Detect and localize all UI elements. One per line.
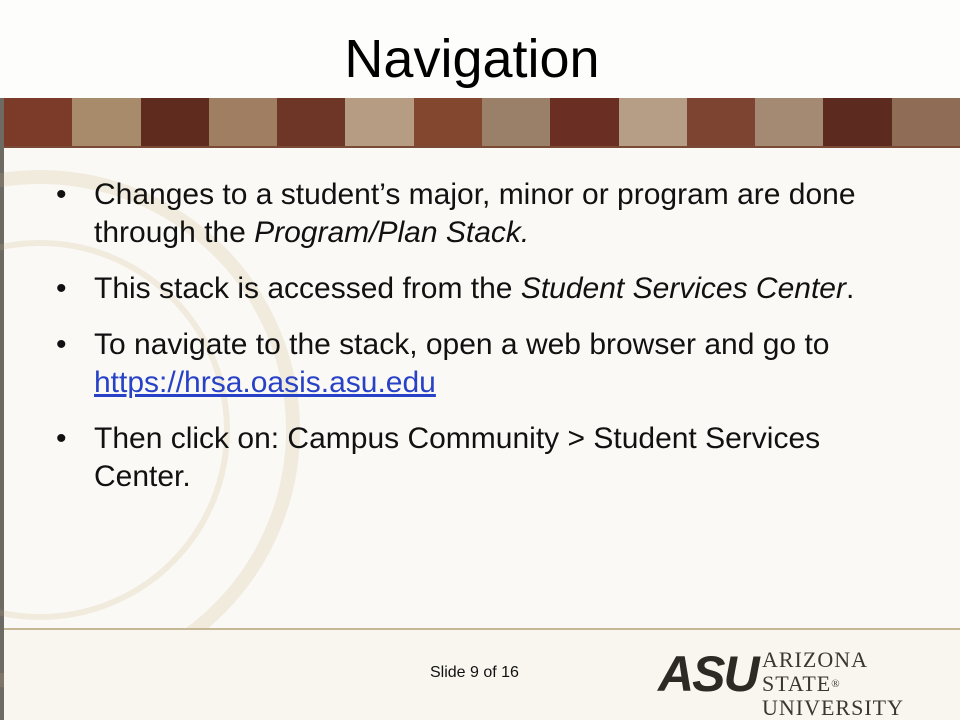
bullet-text: Changes to a student’s major, minor or program are done through the <box>94 178 856 249</box>
trademark-symbol: ® <box>831 678 841 690</box>
bullet-item <box>56 270 906 308</box>
photo-tile <box>619 98 687 146</box>
photo-tile <box>141 98 209 146</box>
strip-divider <box>4 146 960 148</box>
bullet-item <box>56 326 906 402</box>
photo-tile <box>892 98 960 146</box>
photo-tile <box>345 98 413 146</box>
bullet-italic-text: Student Services Center <box>520 272 846 305</box>
photo-tile <box>4 98 72 146</box>
bullet-text: To navigate to the stack, open a web browser and go to <box>94 328 830 361</box>
oasis-link[interactable]: https://hrsa.oasis.asu.edu <box>94 366 436 399</box>
bullet-item <box>56 420 906 496</box>
bullet-dot: • <box>56 328 67 361</box>
bullet-text: Then click on: Campus Community > Student Services Center. <box>94 422 821 493</box>
bullet-item <box>56 176 906 252</box>
bullet-text: This stack is accessed from the <box>94 272 521 305</box>
campus-photo-strip <box>4 98 960 146</box>
slide-number: Slide 9 of 16 <box>430 664 519 681</box>
photo-tile <box>550 98 618 146</box>
asu-logo <box>658 646 948 720</box>
bullet-dot: • <box>56 422 67 455</box>
slide-title: Navigation <box>344 29 600 89</box>
logo-line-2: UNIVERSITY <box>762 695 904 720</box>
photo-tile <box>687 98 755 146</box>
bullet-text-end: . <box>845 272 855 305</box>
photo-tile <box>209 98 277 146</box>
logo-line-1 <box>762 648 948 696</box>
logo-line-1-text: ARIZONA STATE <box>762 647 867 696</box>
photo-tile <box>72 98 140 146</box>
bullet-list <box>56 176 906 514</box>
photo-tile <box>277 98 345 146</box>
asu-logo-wordmark <box>762 648 948 720</box>
photo-tile <box>823 98 891 146</box>
photo-tile <box>755 98 823 146</box>
title-area <box>0 0 960 98</box>
asu-logo-mark: ASU <box>658 646 758 702</box>
bullet-italic-text: Program/Plan Stack. <box>254 216 530 249</box>
bullet-dot: • <box>56 272 67 305</box>
bullet-dot: • <box>56 178 67 211</box>
photo-tile <box>482 98 550 146</box>
photo-tile <box>414 98 482 146</box>
